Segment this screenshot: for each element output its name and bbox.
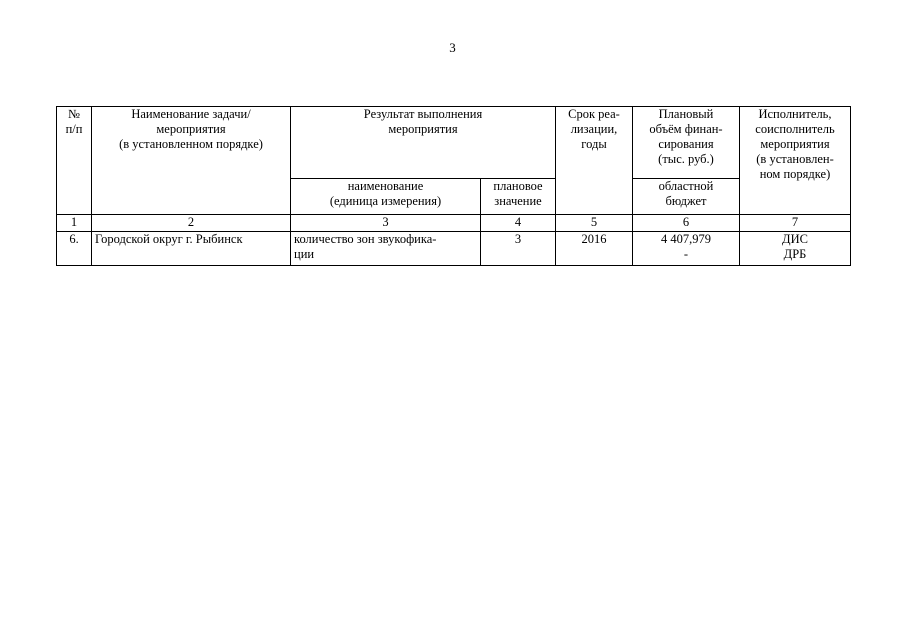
row-result-value: 3 bbox=[481, 232, 556, 266]
table-row bbox=[57, 232, 851, 266]
row-result-name: количество зон звукофика- ции bbox=[291, 232, 481, 266]
row-term: 2016 bbox=[556, 232, 633, 266]
column-number: 4 bbox=[481, 215, 556, 232]
measures-table bbox=[56, 106, 851, 266]
column-number: 5 bbox=[556, 215, 633, 232]
row-task-name: Городской округ г. Рыбинск bbox=[92, 232, 291, 266]
page-number: 3 bbox=[449, 40, 456, 55]
header-result: Результат выполнения мероприятия bbox=[291, 107, 556, 179]
header-result-name: наименование (единица измерения) bbox=[291, 179, 481, 215]
header-row-1 bbox=[57, 107, 851, 179]
row-funding: 4 407,979 - bbox=[633, 232, 740, 266]
header-funding: Плановый объём финан- сирования (тыс. руб.) bbox=[633, 107, 740, 179]
header-executor: Исполнитель, соисполнитель мероприятия (в установлен- ном порядке) bbox=[740, 107, 851, 215]
row-executor: ДИС ДРБ bbox=[740, 232, 851, 266]
row-number: 6. bbox=[57, 232, 92, 266]
column-number-row bbox=[57, 215, 851, 232]
header-task-name: Наименование задачи/ мероприятия (в установленном порядке) bbox=[92, 107, 291, 215]
header-term: Срок реа- лизации, годы bbox=[556, 107, 633, 215]
header-number: № п/п bbox=[57, 107, 92, 215]
header-funding-budget: областной бюджет bbox=[633, 179, 740, 215]
column-number: 6 bbox=[633, 215, 740, 232]
column-number: 3 bbox=[291, 215, 481, 232]
column-number: 2 bbox=[92, 215, 291, 232]
column-number: 7 bbox=[740, 215, 851, 232]
header-result-value: плановое значение bbox=[481, 179, 556, 215]
column-number: 1 bbox=[57, 215, 92, 232]
